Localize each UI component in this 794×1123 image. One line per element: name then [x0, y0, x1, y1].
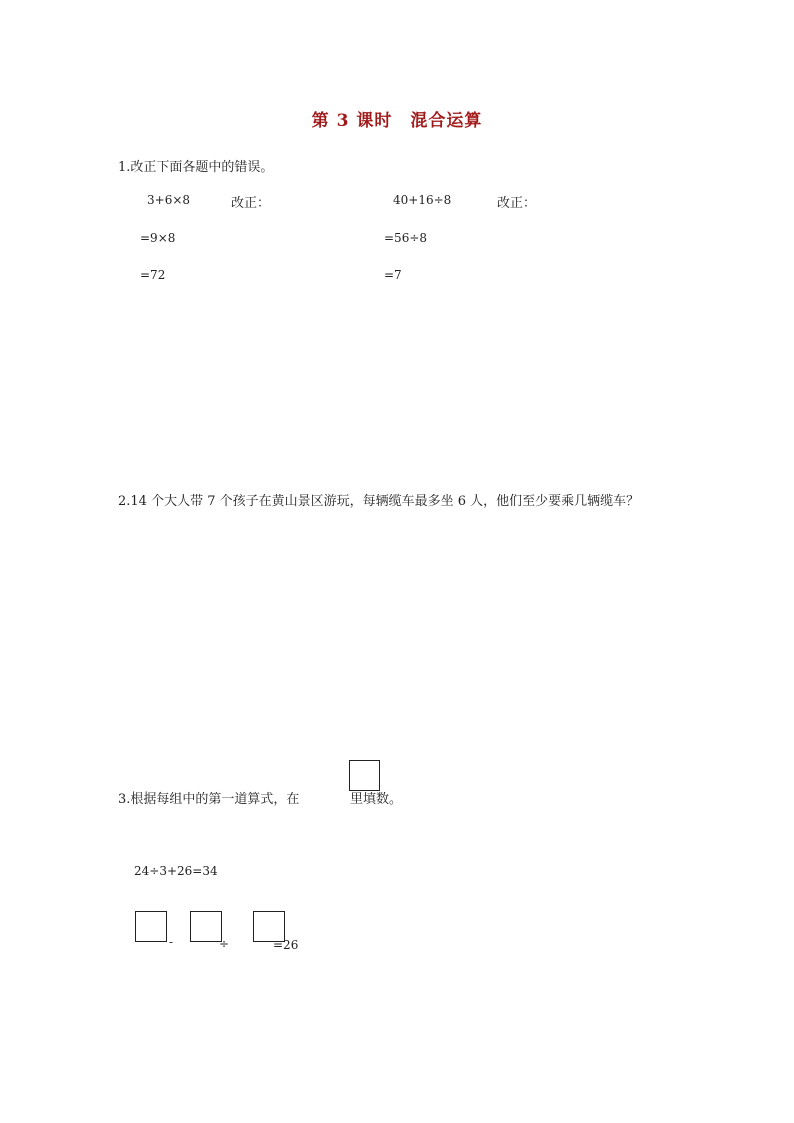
- question-2-prompt: 2.14 个大人带 7 个孩子在黄山景区游玩，每辆缆车最多坐 6 人，他们至少要乘几辆缆车？: [118, 494, 640, 509]
- question-3-prompt-start: 3.根据每组中的第一道算式，在: [118, 792, 300, 807]
- page-title: 第 3 课时 混合运算: [311, 111, 483, 131]
- question-3-prompt-end: 里填数。: [350, 792, 403, 807]
- q1-left-step-2: =72: [140, 268, 166, 282]
- q3-answer-box-2[interactable]: [190, 911, 222, 942]
- q1-left-step-1: =9×8: [140, 231, 176, 245]
- q3-example-equation: 24÷3+26=34: [134, 864, 218, 878]
- q1-right-fix-label: 改正：: [497, 196, 537, 211]
- q1-left-fix-label: 改正：: [231, 196, 271, 211]
- q3-prompt-answer-box: [349, 760, 380, 791]
- q3-operator-divide: ÷: [219, 937, 230, 951]
- q3-result: =26: [273, 938, 299, 952]
- question-1-prompt: 1.改正下面各题中的错误。: [118, 160, 274, 175]
- q3-operator-minus: -: [169, 935, 174, 949]
- q1-right-step-1: =56÷8: [384, 231, 428, 245]
- q1-right-expression: 40+16÷8: [393, 193, 452, 207]
- q3-answer-box-1[interactable]: [135, 911, 167, 942]
- q1-right-step-2: =7: [384, 268, 402, 282]
- q1-left-expression: 3+6×8: [147, 193, 191, 207]
